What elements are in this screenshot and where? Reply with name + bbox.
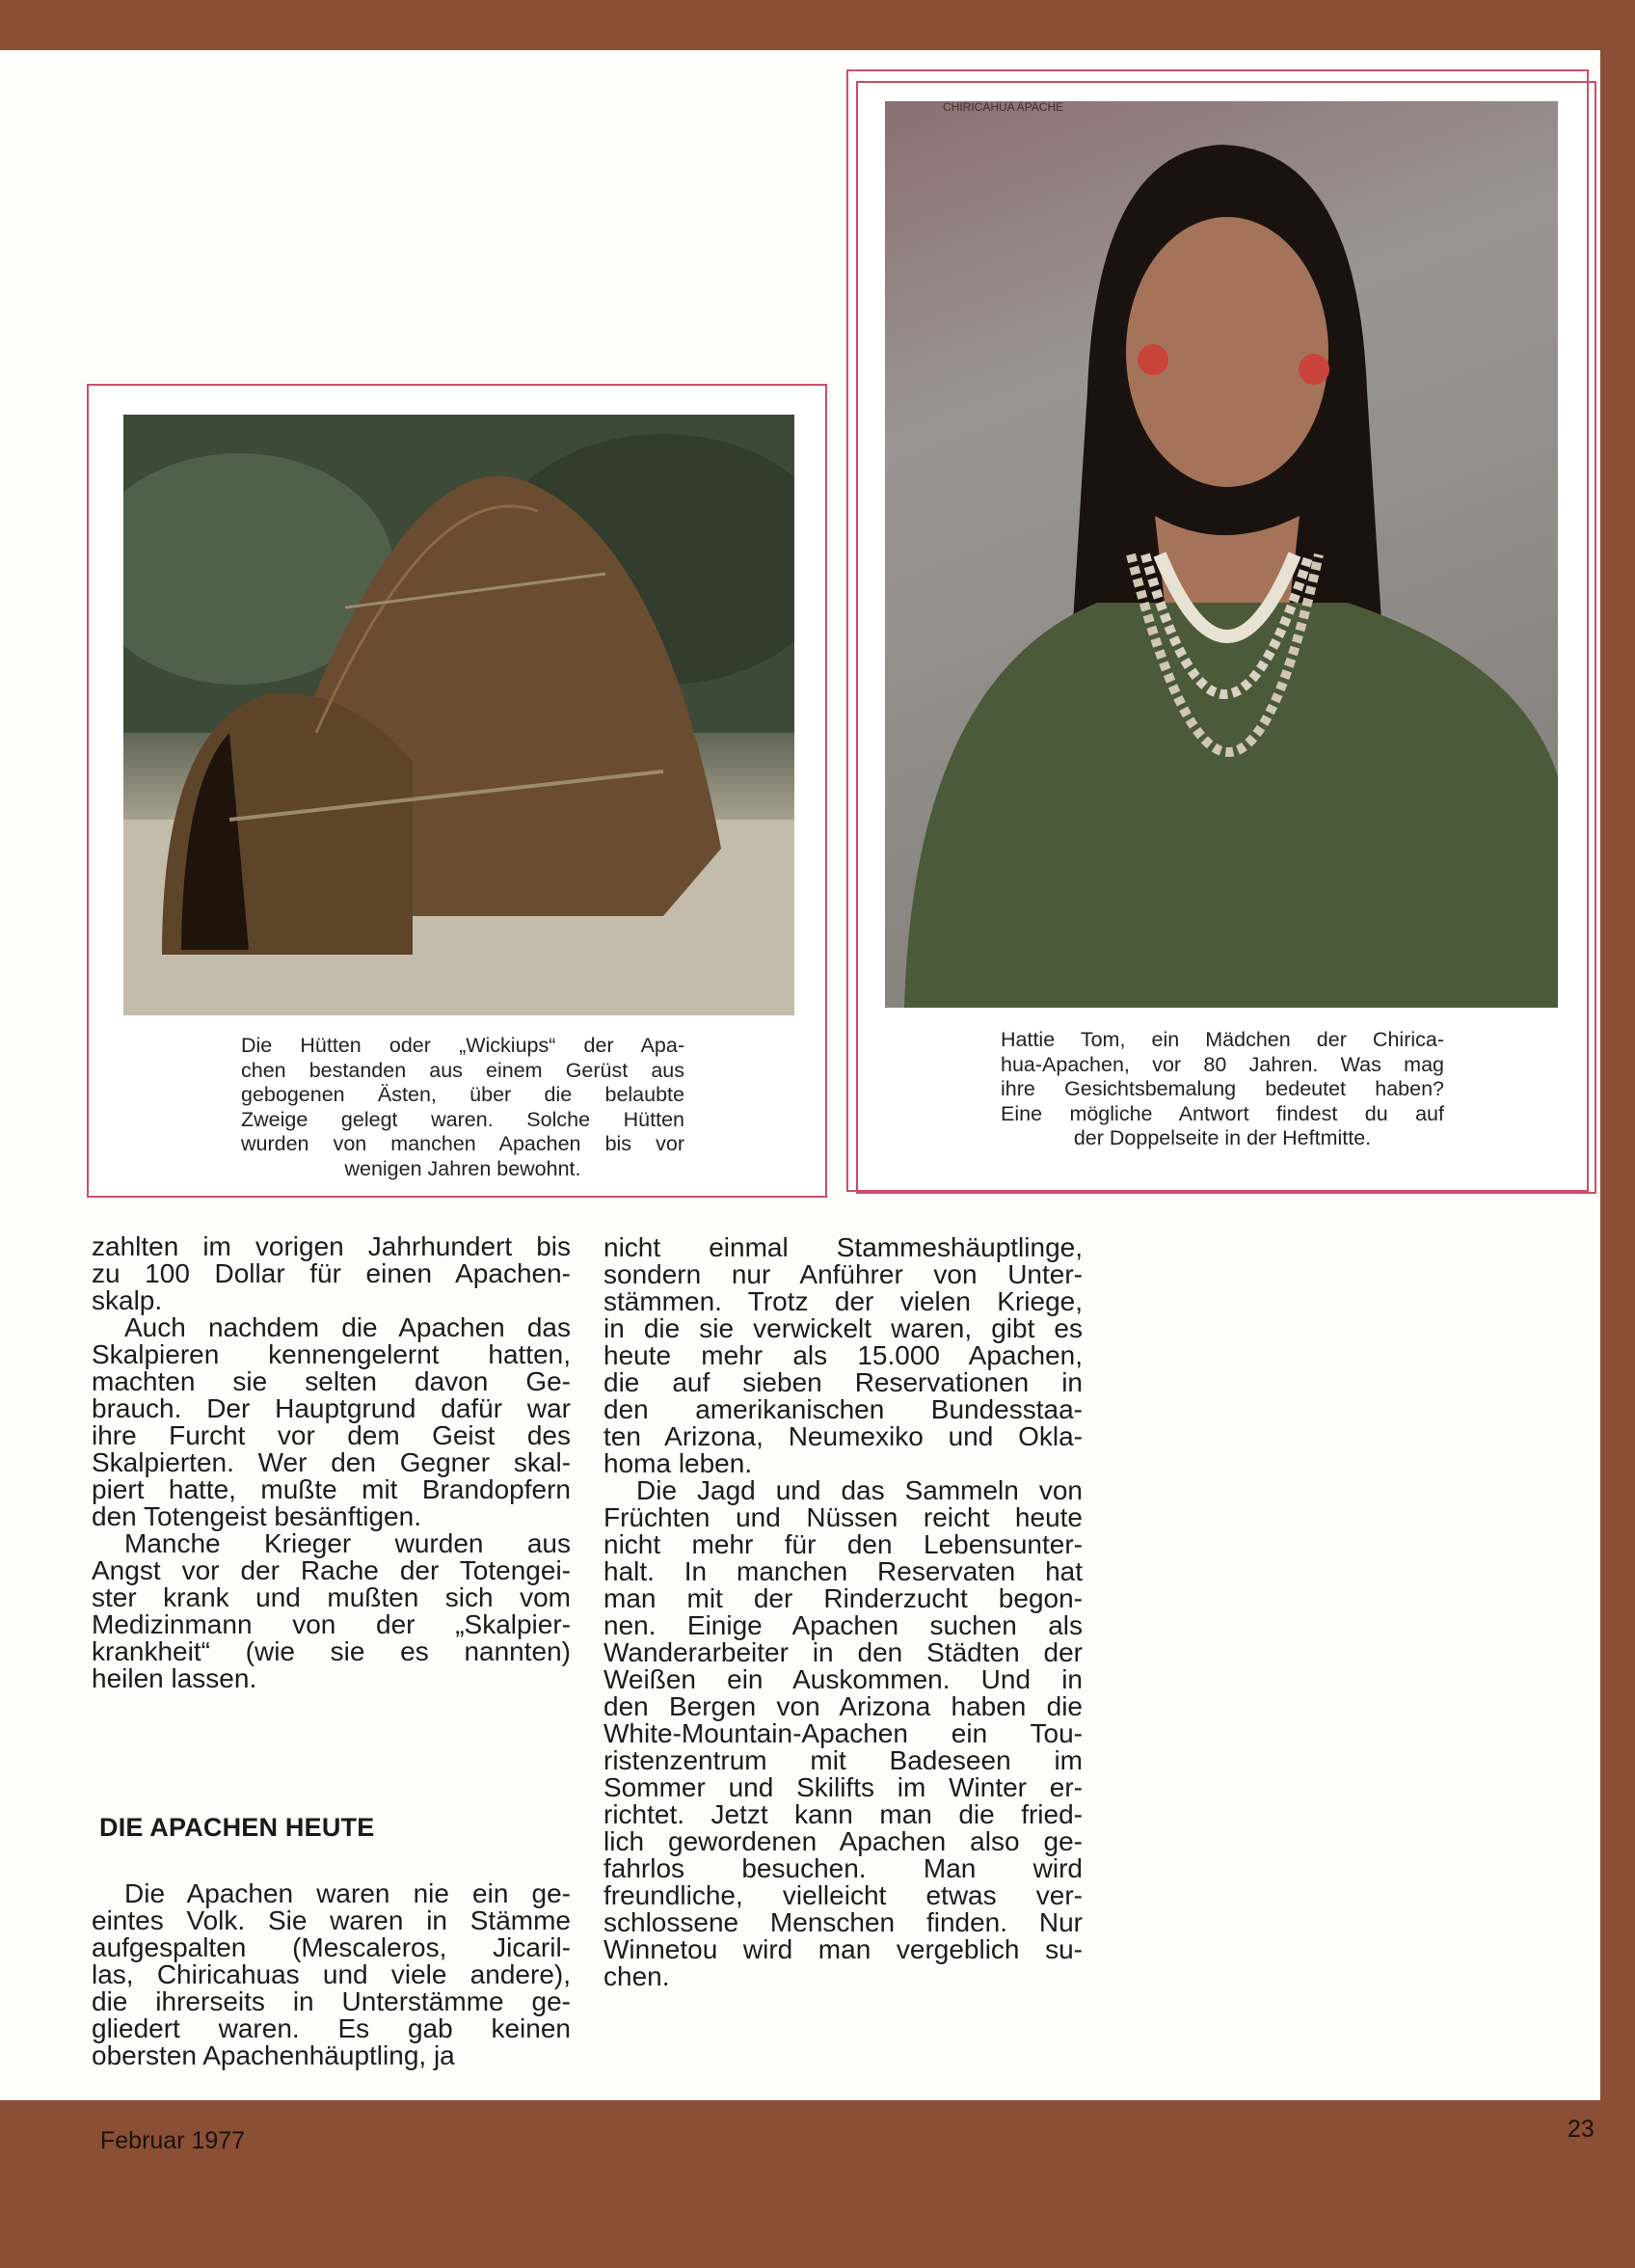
text-line: ster krank und mußten sich vom (92, 1582, 571, 1612)
text-line: zu 100 Dollar für einen Apachen- (92, 1258, 571, 1288)
photo-label: CHIRICAHUA APACHE (943, 101, 1064, 114)
text-line: Winnetou wird man vergeblich su- (603, 1934, 1083, 1964)
caption-line: Hattie Tom, ein Mädchen der Chirica- (1001, 1028, 1444, 1051)
caption-line: Die Hütten oder „Wickiups“ der Apa- (241, 1034, 684, 1057)
text-line: die auf sieben Reservationen in (603, 1367, 1083, 1397)
caption-line: wurden von manchen Apachen bis vor (241, 1132, 684, 1155)
text-line: Angst vor der Rache der Totengei- (92, 1555, 571, 1585)
text-line: heute mehr als 15.000 Apachen, (603, 1340, 1083, 1370)
caption-line: gebogenen Ästen, über die belaubte (241, 1083, 684, 1106)
caption-portrait (1001, 1028, 1444, 1151)
caption-hut (241, 1034, 684, 1181)
text-line: Die Jagd und das Sammeln von (636, 1475, 1083, 1505)
text-line: den Totengeist besänftigen. (92, 1501, 421, 1531)
text-line: schlossene Menschen finden. Nur (603, 1907, 1083, 1937)
text-line: stämmen. Trotz der vielen Kriege, (603, 1286, 1083, 1316)
caption-line: wenigen Jahren bewohnt. (344, 1156, 581, 1180)
page-number: 23 (1568, 2116, 1595, 2143)
text-line: Auch nachdem die Apachen das (124, 1312, 571, 1342)
caption-line: ihre Gesichtsbemalung bedeutet haben? (1001, 1077, 1444, 1100)
column-1-text-continued (92, 1878, 571, 2070)
text-line: Weißen ein Auskommen. Und in (603, 1664, 1083, 1694)
text-line: brauch. Der Hauptgrund dafür war (92, 1393, 571, 1423)
text-line: die ihrerseits in Unterstämme ge- (92, 1986, 571, 2016)
text-line: ihre Furcht vor dem Geist des (92, 1420, 571, 1450)
text-line: eintes Volk. Sie waren in Stämme (92, 1905, 571, 1935)
text-line: Früchten und Nüssen reicht heute (603, 1502, 1083, 1532)
text-line: White-Mountain-Apachen ein Tou- (603, 1718, 1083, 1748)
text-line: piert hatte, mußte mit Brandopfern (92, 1474, 571, 1504)
text-line: Die Apachen waren nie ein ge- (124, 1878, 571, 1908)
text-line: Medizinmann von der „Skalpier- (92, 1609, 571, 1639)
photo-wickiup-hut (123, 415, 794, 1015)
caption-line: Zweige gelegt waren. Solche Hütten (241, 1107, 684, 1131)
text-line: den Bergen von Arizona haben die (603, 1691, 1083, 1721)
text-line: las, Chiricahuas und viele andere), (92, 1959, 571, 1989)
caption-line: Eine mögliche Antwort findest du auf (1001, 1101, 1444, 1125)
caption-lines (241, 1034, 684, 1181)
text-line: krankheit“ (wie sie es nannten) (92, 1636, 571, 1666)
text-line: nicht einmal Stammeshäuptlinge, (603, 1232, 1083, 1262)
caption-line: der Doppelseite in der Heftmitte. (1073, 1126, 1372, 1149)
text-line: Wanderarbeiter in den Städten der (603, 1637, 1083, 1667)
text-line: machten sie selten davon Ge- (92, 1366, 571, 1396)
text-line: freundliche, vielleicht etwas ver- (603, 1880, 1083, 1910)
text-line: chen. (603, 1961, 670, 1991)
caption-line: hua-Apachen, vor 80 Jahren. Was mag (1001, 1052, 1444, 1076)
column-2-text (603, 1232, 1083, 1991)
text-line: homa leben. (603, 1448, 753, 1478)
text-line: Skalpierten. Wer den Gegner skal- (92, 1447, 571, 1477)
text-line: sondern nur Anführer von Unter- (603, 1259, 1083, 1289)
text-line: richtet. Jetzt kann man die fried- (603, 1799, 1083, 1829)
text-line: ten Arizona, Neumexiko und Okla- (603, 1421, 1083, 1451)
text-line: Sommer und Skilifts im Winter er- (603, 1772, 1083, 1802)
text-line: man mit der Rinderzucht begon- (603, 1583, 1083, 1613)
text-line: gliedert waren. Es gab keinen (92, 2013, 571, 2043)
text-line: ristenzentrum mit Badeseen im (603, 1745, 1083, 1775)
text-line: skalp. (92, 1285, 163, 1315)
text-line: halt. In manchen Reservaten hat (603, 1556, 1083, 1586)
text-line: heilen lassen. (92, 1663, 257, 1693)
column-1-text (92, 1232, 571, 1691)
text-line: aufgespalten (Mescaleros, Jicaril- (92, 1932, 571, 1962)
text-line: nen. Einige Apachen suchen als (603, 1610, 1083, 1640)
caption-lines (1001, 1028, 1444, 1151)
text-line: Manche Krieger wurden aus (124, 1528, 571, 1558)
text-line: in die sie verwickelt waren, gibt es (603, 1313, 1083, 1343)
section-heading: DIE APACHEN HEUTE (99, 1813, 375, 1842)
text-line: den amerikanischen Bundesstaa- (603, 1394, 1083, 1424)
footer-issue: Februar 1977 (100, 2127, 246, 2154)
caption-line: chen bestanden aus einem Gerüst aus (241, 1058, 684, 1082)
text-line: lich gewordenen Apachen also ge- (603, 1826, 1083, 1856)
text-line: fahrlos besuchen. Man wird (603, 1853, 1083, 1883)
photo-hattie-tom-portrait (885, 101, 1558, 1008)
text-line: obersten Apachenhäuptling, ja (92, 2040, 455, 2070)
text-line: Skalpieren kennengelernt hatten, (92, 1339, 571, 1369)
text-line: nicht mehr für den Lebensunter- (603, 1529, 1083, 1559)
text-line: zahlten im vorigen Jahrhundert bis (92, 1231, 571, 1261)
